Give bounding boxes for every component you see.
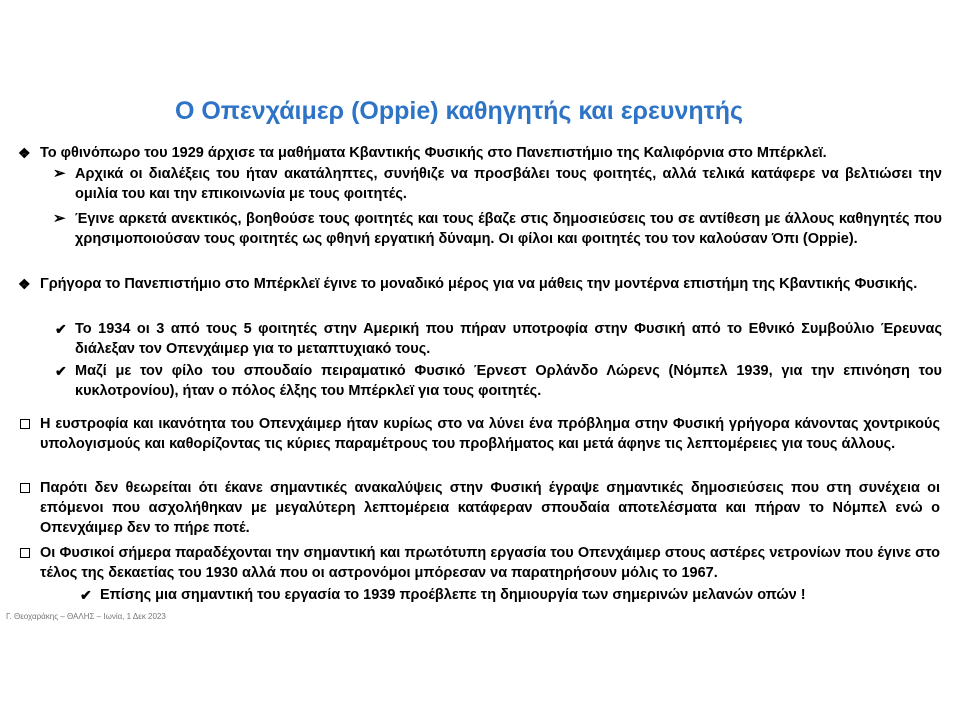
bullet-text: Παρότι δεν θεωρείται ότι έκανε σημαντικές ανακαλύψεις στην Φυσική έγραψε σημαντικές δημοσιεύσεις που στη συνέχεια οι επόμενοι που ασχολήθηκαν με μεγαλύτερη λεπτομέρεια κατάφεραν σπουδαία αποτελέσματα και πήραν το Νόμπελ ενώ ο Οπενχάιμερ δεν το πήρε ποτέ. <box>40 480 940 536</box>
bullet-text: Μαζί με τον φίλο του σπουδαίο πειραματικό Φυσικό Έρνεστ Ορλάνδο Λώρενς (Νόμπελ 1939, για την επινόηση του κυκλοτρονίου), ήταν ο πόλος έλξης του Μπέρκλεϊ για τους φοιτητές. <box>75 363 942 399</box>
bullet-check <box>55 361 942 401</box>
checkbox-bullet-icon <box>20 543 30 564</box>
diamond-bullet-icon: ❖ <box>18 276 31 292</box>
bullet-checkbox <box>40 414 940 454</box>
check-bullet-icon: ✔ <box>80 587 92 603</box>
bullet-diamond <box>18 274 942 294</box>
check-bullet-icon: ✔ <box>55 321 67 337</box>
arrow-bullet-icon: ➢ <box>53 165 66 182</box>
bullet-text: Αρχικά οι διαλέξεις του ήταν ακατάληπτες, συνήθιζε να προσβάλει τους φοιτητές, αλλά τελικά κατάφερε να βελτιώσει την ομιλία του και την επικοινωνία με τους φοιτητές. <box>75 166 942 202</box>
check-bullet-icon: ✔ <box>55 363 67 379</box>
bullet-text: Επίσης μια σημαντική του εργασία το 1939 προέβλεπε τη δημιουργία των σημερινών μελανών οπών ! <box>100 587 806 603</box>
bullet-arrow <box>53 164 942 204</box>
bullet-checkbox <box>40 543 940 583</box>
bullet-text: Το 1934 οι 3 από τους 5 φοιτητές στην Αμερική που πήραν υποτροφία στην Φυσική από το Εθνικό Συμβούλιο Έρευνας διάλεξαν τον Οπενχάιμερ για το μεταπτυχιακό τους. <box>75 321 942 357</box>
bullet-text: Οι Φυσικοί σήμερα παραδέχονται την σημαντική και πρωτότυπη εργασία του Οπενχάιμερ στους αστέρες νετρονίων που έγινε στο τέλος της δεκαετίας του 1930 αλλά που οι αστρονόμοι μπόρεσαν να παρατηρήσουν μόλις το 1967. <box>40 545 940 581</box>
bullet-check <box>55 319 942 359</box>
bullet-text: Η ευστροφία και ικανότητα του Οπενχάιμερ ήταν κυρίως στο να λύνει ένα πρόβλημα στην Φυσική γρήγορα κάνοντας χοντρικούς υπολογισμούς και καθορίζοντας τις κύριες παραμέτρους του προβλήματος και μετά άφηνε τις λεπτομέρειες για τους άλλους. <box>40 416 940 452</box>
diamond-bullet-icon: ❖ <box>18 145 31 161</box>
checkbox-bullet-icon <box>20 478 30 499</box>
bullet-check <box>80 585 940 605</box>
bullet-diamond <box>18 143 940 163</box>
checkbox-bullet-icon <box>20 414 30 435</box>
bullet-checkbox <box>40 478 940 538</box>
slide-title: Ο Οπενχάιμερ (Oppie) καθηγητής και ερευνητής <box>174 97 744 125</box>
arrow-bullet-icon: ➢ <box>53 210 66 227</box>
slide-footer: Γ. Θεοχαράκης – ΘΑΛΗΣ – Ιωνία, 1 Δεκ 2023 <box>6 612 166 621</box>
bullet-text: Το φθινόπωρο του 1929 άρχισε τα μαθήματα Κβαντικής Φυσικής στο Πανεπιστήμιο της Καλιφόρνια στο Μπέρκλεϊ. <box>40 145 827 161</box>
bullet-text: Έγινε αρκετά ανεκτικός, βοηθούσε τους φοιτητές και τους έβαζε στις δημοσιεύσεις του σε αντίθεση με άλλους καθηγητές που χρησιμοποιούσαν τους φοιτητές ως φθηνή εργατική δύναμη. Οι φίλοι και φοιτητές του τον καλούσαν Όπι (Oppie). <box>75 211 942 247</box>
bullet-arrow <box>53 209 942 249</box>
bullet-text: Γρήγορα το Πανεπιστήμιο στο Μπέρκλεϊ έγινε το μοναδικό μέρος για να μάθεις την μοντέρνα επιστήμη της Κβαντικής Φυσικής. <box>40 276 918 292</box>
